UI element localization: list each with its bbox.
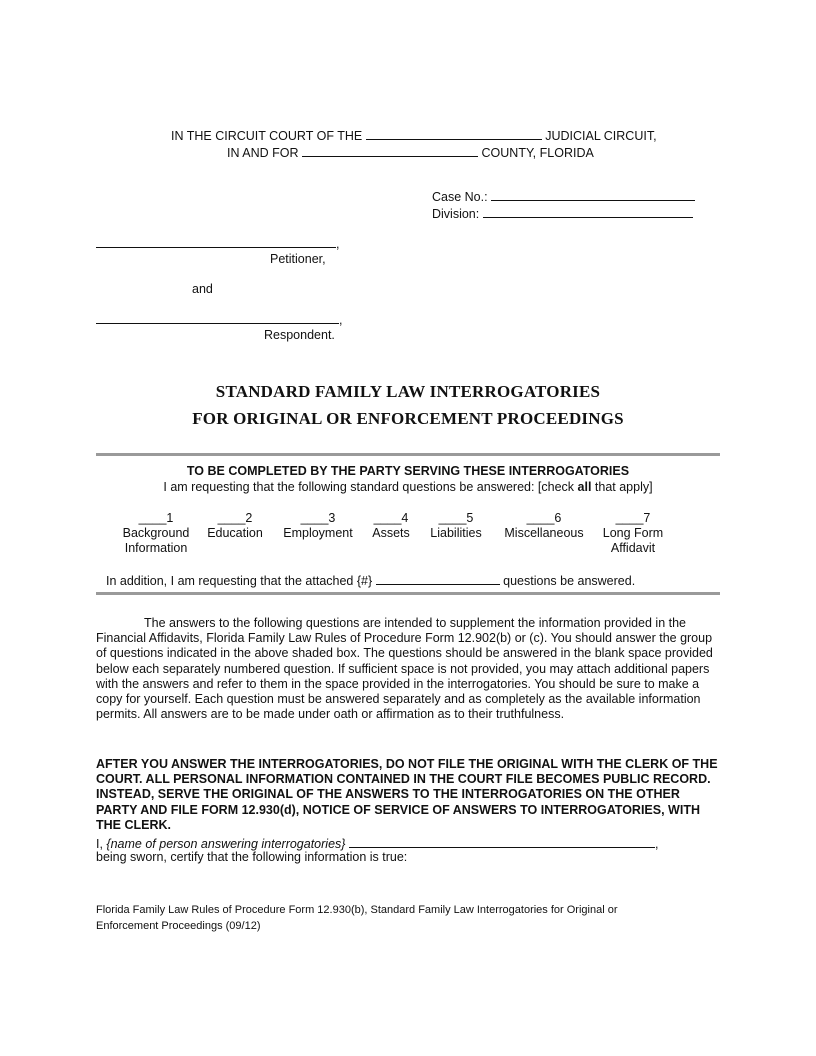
option-assets[interactable] (367, 511, 415, 541)
option-blank[interactable]: ____3 (300, 511, 336, 525)
option-miscellaneous[interactable] (497, 511, 591, 541)
option-employment[interactable] (276, 511, 360, 541)
option-blank[interactable]: ____7 (615, 511, 651, 525)
county-prefix: IN AND FOR (227, 146, 299, 160)
petitioner-comma: , (336, 237, 340, 251)
option-label: Miscellaneous (504, 526, 584, 540)
form-title-line2: FOR ORIGINAL OR ENFORCEMENT PROCEEDINGS (192, 409, 624, 428)
footer-line2: Enforcement Proceedings (09/12) (96, 920, 261, 932)
request-text-before: I am requesting that the following standard questions be answered: [check (163, 480, 578, 494)
option-background[interactable] (117, 511, 195, 556)
option-label: Background (122, 526, 190, 540)
box-top-rule (96, 453, 720, 456)
case-number-field[interactable] (491, 188, 695, 201)
additional-questions-field[interactable] (376, 572, 500, 585)
option-blank[interactable]: ____2 (217, 511, 253, 525)
petitioner-name-field[interactable] (96, 235, 336, 248)
box-bottom-rule (96, 592, 720, 595)
box-heading: TO BE COMPLETED BY THE PARTY SERVING THESE INTERROGATORIES (186, 464, 630, 478)
box-request-line (96, 480, 720, 494)
option-long-form-affidavit[interactable] (598, 511, 668, 556)
request-text-bold: all (577, 480, 592, 494)
option-label: Assets (372, 526, 410, 540)
division-row (432, 205, 693, 221)
oath-name-placeholder: {name of person answering interrogatories} (106, 837, 346, 851)
option-label: Education (207, 526, 263, 540)
oath-prefix: I, (96, 837, 107, 851)
option-liabilities[interactable] (424, 511, 488, 541)
form-title-line1: STANDARD FAMILY LAW INTERROGATORIES (215, 382, 601, 401)
option-label-2: Information (124, 541, 188, 555)
county-suffix: COUNTY, FLORIDA (481, 146, 594, 160)
additional-prefix: In addition, I am requesting that the attached {#} (106, 574, 373, 588)
option-blank[interactable]: ____1 (138, 511, 174, 525)
division-label: Division: (432, 207, 480, 221)
respondent-comma: , (339, 313, 343, 327)
respondent-name-field[interactable] (96, 311, 339, 324)
case-number-label: Case No.: (432, 190, 488, 204)
option-label: Employment (283, 526, 353, 540)
oath-line1 (96, 835, 658, 851)
option-label: Long Form (602, 526, 664, 540)
option-blank[interactable]: ____6 (526, 511, 562, 525)
respondent-label: Respondent. (264, 328, 335, 342)
option-blank[interactable]: ____4 (373, 511, 409, 525)
additional-suffix: questions be answered. (503, 574, 636, 588)
footer-line1: Florida Family Law Rules of Procedure Form 12.930(b), Standard Family Law Interrogatories for Original or (96, 904, 618, 916)
court-caption-prefix: IN THE CIRCUIT COURT OF THE (171, 129, 363, 143)
and-label: and (192, 282, 213, 296)
option-blank[interactable]: ____5 (438, 511, 474, 525)
petitioner-label: Petitioner, (270, 252, 326, 266)
oath-line2: being sworn, certify that the following information is true: (96, 850, 408, 864)
instructions-paragraph: The answers to the following questions are intended to supplement the information provided in the Financial Affidavits, Florida Family Law Rules of Procedure Form 12.902(b) or (c). You should answer the group of questions indicated in the above shaded box. The questions should be answered in the blank space provided below each separately numbered question. If sufficient space is not provided, you may attach additional papers with the answers and refer to them in the space provided in the interrogatories. You should be sure to make a copy for yourself. Each question must be answered separately and as completely as the available information permits. All answers are to be made under oath or affirmation as to their truthfulness. (96, 616, 713, 722)
court-caption-line2 (227, 144, 594, 160)
additional-questions-line (106, 572, 635, 588)
filing-warning: AFTER YOU ANSWER THE INTERROGATORIES, DO NOT FILE THE ORIGINAL WITH THE CLERK OF THE COURT. ALL PERSONAL INFORMATION CONTAINED IN THE COURT FILE BECOMES PUBLIC RECORD. INSTEAD, SERVE THE ORIGINAL OF THE ANSWERS TO THE INTERROGATORIES ON THE OTHER PARTY AND FILE FORM 12.930(d), NOTICE OF SERVICE OF ANSWERS TO INTERROGATORIES, WITH THE CLERK. (96, 757, 718, 832)
court-caption-line1 (171, 127, 657, 143)
court-caption-suffix: JUDICIAL CIRCUIT, (545, 129, 657, 143)
option-label: Liabilities (430, 526, 482, 540)
circuit-blank-field[interactable] (366, 127, 542, 140)
division-field[interactable] (483, 205, 693, 218)
oath-name-field[interactable] (349, 835, 655, 848)
case-number-row (432, 188, 695, 204)
respondent-line (96, 311, 342, 327)
county-blank-field[interactable] (302, 144, 478, 157)
petitioner-line (96, 235, 339, 251)
request-text-after: that apply] (591, 480, 653, 494)
option-label-2: Affidavit (610, 541, 656, 555)
oath-comma: , (654, 837, 659, 851)
option-education[interactable] (202, 511, 268, 541)
